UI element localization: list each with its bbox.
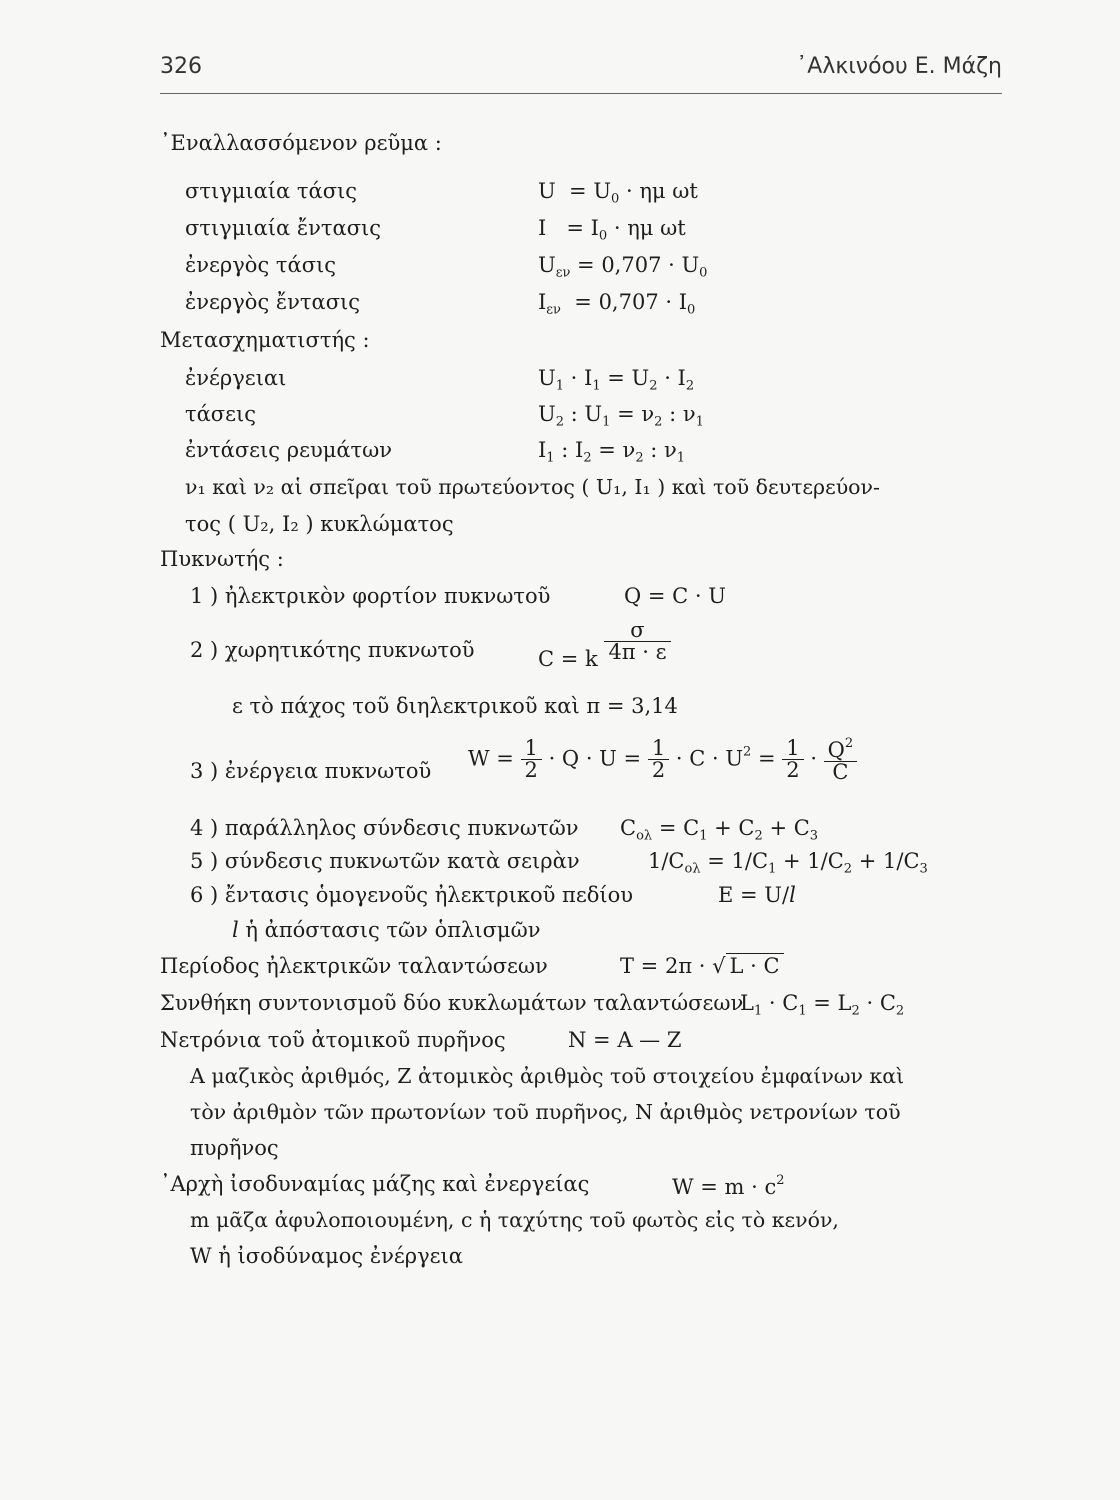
transformer-formula-currents: $I_1$ : $I_2 = \nu_2$ : $\nu_1$ xyxy=(538,438,686,466)
transformer-note-2: τος ( U₂, I₂ ) κυκλώματος xyxy=(185,512,454,536)
header-rule xyxy=(160,93,1002,94)
neutrons-label: Νετρόνια τοῦ ἀτομικοῦ πυρῆνος xyxy=(160,1028,506,1052)
transformer-formula-energies: $U_1 \cdot I_1 = U_2 \cdot I_2$ xyxy=(538,366,695,394)
capacitor-formula-series: $1/C_{o\lambda} = 1/C_1 + 1/C_2 + 1/C_3$ xyxy=(648,849,928,877)
ac-label-eff-current: ἐνεργὸς ἔντασις xyxy=(185,290,361,314)
period-label: Περίοδος ἠλεκτρικῶν ταλαντώσεων xyxy=(160,954,548,978)
ac-label-eff-voltage: ἐνεργὸς τάσις xyxy=(185,253,337,277)
transformer-label-currents: ἐντάσεις ρευμάτων xyxy=(185,438,393,462)
ac-formula-eff-voltage: $U_{\varepsilon\nu} = 0,707 \cdot U_0$ xyxy=(538,253,708,281)
capacitance-fraction: $\frac{\sigma}{4\pi \cdot \varepsilon}$ xyxy=(604,620,670,663)
capacitor-item-6-label: 6 ) ἔντασις ὁμογενοῦς ἠλεκτρικοῦ πεδίου xyxy=(190,883,633,907)
ol-subscript: ολ xyxy=(684,861,701,877)
capacitor-formula-field: E = U/l xyxy=(718,883,796,907)
capacitor-item-2-note: ε τὸ πάχος τοῦ διηλεκτρικοῦ καὶ π = 3,14 xyxy=(232,694,678,718)
capacitor-item-5-label: 5 ) σύνδεσις πυκνωτῶν κατὰ σειρὰν xyxy=(190,849,580,873)
section-transformer-title: Μετασχηματιστής : xyxy=(160,328,370,352)
resonance-label: Συνθήκη συντονισμοῦ δύο κυκλωμάτων ταλαντώσεων xyxy=(160,991,744,1015)
running-header-author: ᾿Αλκινόου Ε. Μάζη xyxy=(796,54,1002,79)
ac-label-instant-current: στιγμιαία ἔντασις xyxy=(185,216,382,240)
transformer-formula-voltages: $U_2$ : $U_1 = \nu_2$ : $\nu_1$ xyxy=(538,402,704,430)
ac-formula-eff-current: $I_{\varepsilon\nu} = 0,707 \cdot I_0$ xyxy=(538,290,696,318)
transformer-label-energies: ἐνέργειαι xyxy=(185,366,287,390)
section-capacitor-title: Πυκνωτής : xyxy=(160,547,284,571)
capacitor-formula-capacitance: C = k $\frac{\sigma}{4\pi \cdot \varepsilon}$ xyxy=(538,620,671,663)
coef-0707: 0,707 xyxy=(601,253,662,277)
equivalence-note-2: W ἡ ἰσοδύναμος ἐνέργεια xyxy=(190,1244,463,1268)
neutrons-note-2: τὸν ἀριθμὸν τῶν πρωτονίων τοῦ πυρῆνος, N ἀριθμὸς νετρονίων τοῦ xyxy=(190,1100,901,1124)
ac-trig: ημ ωt xyxy=(639,179,698,203)
capacitor-formula-parallel: $C_{o\lambda} = C_1 + C_2 + C_3$ xyxy=(620,816,819,844)
equivalence-formula: $W = m \cdot c^2$ xyxy=(672,1173,785,1199)
capacitor-item-3-label: 3 ) ἐνέργεια πυκνωτοῦ xyxy=(190,759,432,783)
capacitor-item-6-note: l ἡ ἀπόστασις τῶν ὁπλισμῶν xyxy=(232,918,541,942)
transformer-note-1: ν₁ καὶ ν₂ αἱ σπεῖραι τοῦ πρωτεύοντος ( U₁, I₁ ) καὶ τοῦ δευτερεύον- xyxy=(185,475,880,499)
page-number: 326 xyxy=(160,54,202,79)
ac-label-instant-voltage: στιγμιαία τάσις xyxy=(185,179,358,203)
capacitor-formula-energy: W = $\frac{1}{2}$ · Q · U = $\frac{1}{2}$ · $C \cdot U^2$ = $\frac{1}{2}$ · $\frac{Q^2}{C}$ xyxy=(468,737,857,783)
transformer-label-voltages: τάσεις xyxy=(185,402,257,426)
equivalence-label: ᾿Αρχὴ ἰσοδυναμίας μάζης καὶ ἐνεργείας xyxy=(160,1172,590,1196)
capacitor-item-1-label: 1 ) ἠλεκτρικὸν φορτίον πυκνωτοῦ xyxy=(190,584,551,608)
section-ac-title: ᾿Εναλλασσόμενον ρεῦμα : xyxy=(160,131,442,155)
equivalence-note-1: m μᾶζα ἀφυλοποιουμένη, c ἡ ταχύτης τοῦ φωτὸς εἰς τὸ κενόν, xyxy=(190,1208,839,1232)
neutrons-formula: N = A — Z xyxy=(568,1028,682,1052)
eff-subscript: εν xyxy=(555,265,571,281)
capacitor-formula-charge: Q = C · U xyxy=(624,584,726,608)
neutrons-note-1: A μαζικὸς ἀριθμός, Z ἀτομικὸς ἀριθμὸς τοῦ στοιχείου ἐμφαίνων καὶ xyxy=(190,1064,905,1088)
neutrons-note-3: πυρῆνος xyxy=(190,1136,279,1160)
resonance-formula: $L_1 \cdot C_1 = L_2 \cdot C_2$ xyxy=(740,991,905,1019)
ac-formula-instant-current: $I = I_0 \cdot \eta\mu$ ωt xyxy=(538,216,686,244)
ac-formula-instant-voltage: $U = U_0 \cdot \eta\mu$ ωt xyxy=(538,179,698,207)
period-formula: T = 2π · √ L · C xyxy=(620,956,784,977)
capacitor-item-2-label: 2 ) χωρητικότης πυκνωτοῦ xyxy=(190,638,475,662)
capacitor-item-4-label: 4 ) παράλληλος σύνδεσις πυκνωτῶν xyxy=(190,816,579,840)
